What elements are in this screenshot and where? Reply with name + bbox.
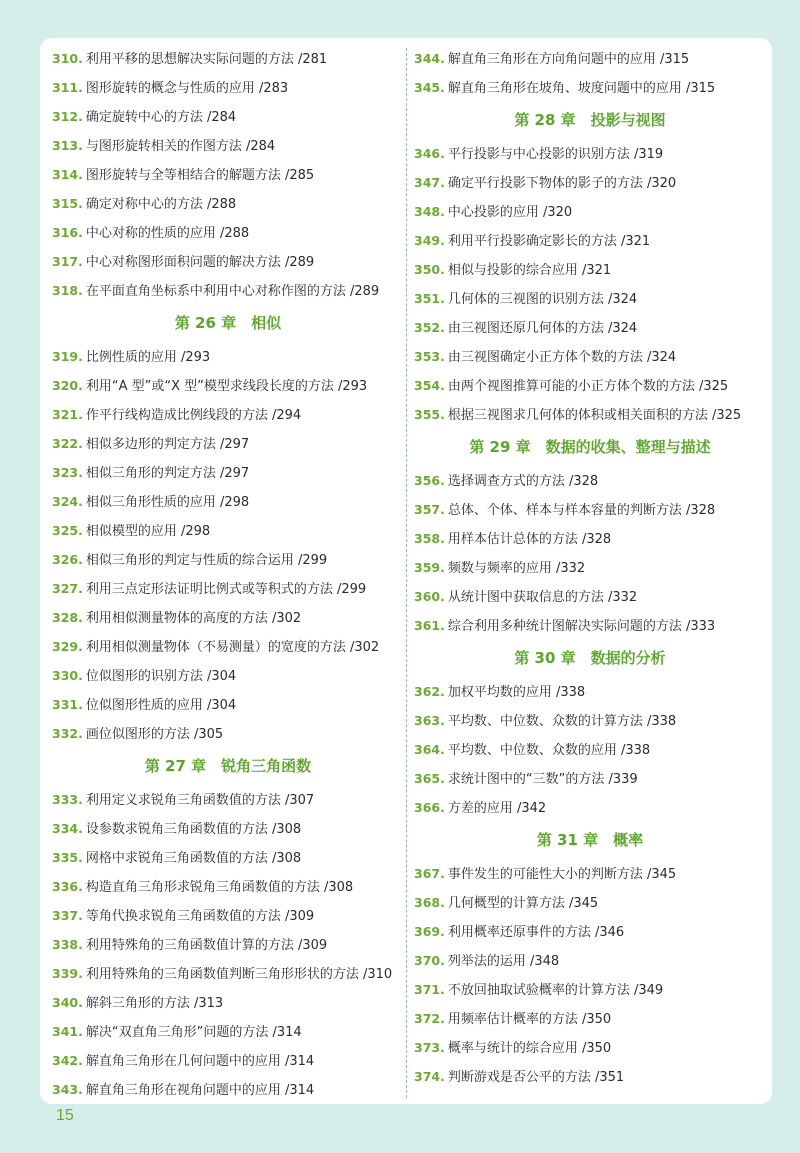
entry-title: 设参数求锐角三角函数值的方法 /308	[85, 822, 302, 837]
entry-number: 357.	[414, 502, 445, 517]
entry-title: 用样本估计总体的方法 /328	[447, 532, 612, 547]
entry-title: 利用平移的思想解决实际问题的方法 /281	[85, 52, 328, 67]
toc-entry	[414, 197, 766, 226]
entry-title: 利用相似测量物体（不易测量）的宽度的方法 /302	[85, 640, 380, 655]
entry-number: 358.	[414, 531, 445, 546]
toc-entry	[414, 888, 766, 917]
entry-number: 353.	[414, 349, 445, 364]
entry-title: 由两个视图推算可能的小正方体个数的方法 /325	[447, 379, 729, 394]
toc-entry	[414, 793, 766, 822]
entry-number: 311.	[52, 80, 83, 95]
entry-title: 中心投影的应用 /320	[447, 205, 573, 220]
toc-entry	[52, 131, 404, 160]
entry-title: 中心对称图形面积问题的解决方法 /289	[85, 255, 315, 270]
entry-number: 344.	[414, 51, 445, 66]
chapter-heading: 第 27 章 锐角三角函数	[144, 757, 312, 775]
toc-entry	[414, 371, 766, 400]
chapter-heading: 第 26 章 相似	[174, 314, 282, 332]
entry-title: 解直角三角形在坡角、坡度问题中的应用 /315	[447, 81, 716, 96]
entry-title: 利用概率还原事件的方法 /346	[447, 925, 625, 940]
toc-entry	[52, 1046, 404, 1075]
entry-title: 概率与统计的综合应用 /350	[447, 1041, 612, 1056]
toc-entry	[52, 276, 404, 305]
entry-title: 利用定义求锐角三角函数值的方法 /307	[85, 793, 315, 808]
entry-title: 由三视图确定小正方体个数的方法 /324	[447, 350, 677, 365]
toc-entry	[414, 44, 766, 73]
entry-title: 解直角三角形在视角问题中的应用 /314	[85, 1083, 315, 1098]
entry-number: 351.	[414, 291, 445, 306]
toc-entry	[52, 901, 404, 930]
entry-number: 332.	[52, 726, 83, 741]
toc-entry	[52, 342, 404, 371]
toc-entry	[414, 975, 766, 1004]
toc-entry	[52, 73, 404, 102]
toc-entry	[414, 611, 766, 640]
entry-title: 利用三点定形法证明比例式或等积式的方法 /299	[85, 582, 367, 597]
entry-title: 方差的应用 /342	[447, 801, 547, 816]
toc-entry	[52, 930, 404, 959]
entry-number: 326.	[52, 552, 83, 567]
entry-title: 用频率估计概率的方法 /350	[447, 1012, 612, 1027]
toc-entry	[52, 843, 404, 872]
entry-title: 相似三角形性质的应用 /298	[85, 495, 250, 510]
entry-title: 构造直角三角形求锐角三角函数值的方法 /308	[85, 880, 354, 895]
entry-title: 几何体的三视图的识别方法 /324	[447, 292, 638, 307]
toc-entry	[52, 661, 404, 690]
entry-title: 图形旋转的概念与性质的应用 /283	[85, 81, 289, 96]
toc-entry	[52, 959, 404, 988]
toc-entry	[414, 524, 766, 553]
toc-entry	[414, 495, 766, 524]
entry-title: 几何概型的计算方法 /345	[447, 896, 599, 911]
entry-number: 343.	[52, 1082, 83, 1097]
entry-number: 327.	[52, 581, 83, 596]
toc-entry	[414, 400, 766, 429]
toc-entry	[414, 139, 766, 168]
entry-title: 列举法的运用 /348	[447, 954, 560, 969]
entry-number: 373.	[414, 1040, 445, 1055]
entry-title: 选择调查方式的方法 /328	[447, 474, 599, 489]
entry-number: 340.	[52, 995, 83, 1010]
entry-number: 329.	[52, 639, 83, 654]
entry-title: 网格中求锐角三角函数值的方法 /308	[85, 851, 302, 866]
toc-entry	[414, 168, 766, 197]
entry-title: 确定旋转中心的方法 /284	[85, 110, 237, 125]
entry-title: 解决“双直角三角形”问题的方法 /314	[85, 1025, 302, 1040]
entry-title: 总体、个体、样本与样本容量的判断方法 /328	[447, 503, 716, 518]
entry-number: 315.	[52, 196, 83, 211]
entry-number: 328.	[52, 610, 83, 625]
entry-title: 利用相似测量物体的高度的方法 /302	[85, 611, 302, 626]
toc-entry	[414, 73, 766, 102]
entry-title: 相似三角形的判定与性质的综合运用 /299	[85, 553, 328, 568]
toc-entry	[52, 371, 404, 400]
entry-number: 334.	[52, 821, 83, 836]
entry-number: 314.	[52, 167, 83, 182]
toc-column-left	[52, 44, 404, 1104]
entry-title: 在平面直角坐标系中利用中心对称作图的方法 /289	[85, 284, 380, 299]
toc-entry	[52, 872, 404, 901]
entry-number: 363.	[414, 713, 445, 728]
entry-number: 338.	[52, 937, 83, 952]
entry-number: 348.	[414, 204, 445, 219]
toc-entry	[52, 44, 404, 73]
entry-title: 求统计图中的“三数”的方法 /339	[447, 772, 638, 787]
toc-column-right	[414, 44, 766, 1091]
entry-title: 事件发生的可能性大小的判断方法 /345	[447, 867, 677, 882]
entry-number: 355.	[414, 407, 445, 422]
entry-title: 平均数、中位数、众数的应用 /338	[447, 743, 651, 758]
toc-entry	[52, 988, 404, 1017]
entry-number: 365.	[414, 771, 445, 786]
toc-entry	[414, 466, 766, 495]
toc-entry	[52, 1017, 404, 1046]
entry-title: 利用特殊角的三角函数值判断三角形形状的方法 /310	[85, 967, 393, 982]
entry-number: 349.	[414, 233, 445, 248]
entry-title: 从统计图中获取信息的方法 /332	[447, 590, 638, 605]
entry-number: 331.	[52, 697, 83, 712]
entry-number: 341.	[52, 1024, 83, 1039]
entry-title: 平均数、中位数、众数的计算方法 /338	[447, 714, 677, 729]
toc-entry	[414, 1033, 766, 1062]
toc-entry	[52, 429, 404, 458]
entry-number: 360.	[414, 589, 445, 604]
toc-entry	[52, 632, 404, 661]
chapter-heading: 第 31 章 概率	[536, 831, 644, 849]
entry-number: 367.	[414, 866, 445, 881]
entry-title: 解直角三角形在方向角问题中的应用 /315	[447, 52, 690, 67]
entry-title: 与图形旋转相关的作图方法 /284	[85, 139, 276, 154]
entry-number: 346.	[414, 146, 445, 161]
entry-title: 解斜三角形的方法 /313	[85, 996, 224, 1011]
entry-title: 画位似图形的方法 /305	[85, 727, 224, 742]
entry-title: 相似三角形的判定方法 /297	[85, 466, 250, 481]
entry-number: 316.	[52, 225, 83, 240]
entry-number: 371.	[414, 982, 445, 997]
toc-entry	[414, 313, 766, 342]
toc-entry	[52, 719, 404, 748]
entry-number: 361.	[414, 618, 445, 633]
toc-entry	[52, 487, 404, 516]
toc-entry	[414, 1004, 766, 1033]
entry-number: 312.	[52, 109, 83, 124]
entry-number: 337.	[52, 908, 83, 923]
entry-number: 322.	[52, 436, 83, 451]
entry-number: 347.	[414, 175, 445, 190]
toc-entry	[414, 706, 766, 735]
toc-entry	[52, 603, 404, 632]
toc-entry	[414, 917, 766, 946]
entry-number: 350.	[414, 262, 445, 277]
toc-entry	[52, 1075, 404, 1104]
toc-entry	[52, 160, 404, 189]
entry-number: 368.	[414, 895, 445, 910]
entry-title: 位似图形的识别方法 /304	[85, 669, 237, 684]
entry-title: 利用特殊角的三角函数值计算的方法 /309	[85, 938, 328, 953]
entry-number: 362.	[414, 684, 445, 699]
toc-entry	[52, 814, 404, 843]
entry-number: 372.	[414, 1011, 445, 1026]
toc-entry	[414, 859, 766, 888]
entry-number: 317.	[52, 254, 83, 269]
entry-number: 342.	[52, 1053, 83, 1068]
toc-entry	[414, 284, 766, 313]
entry-title: 利用“A 型”或“X 型”模型求线段长度的方法 /293	[85, 379, 368, 394]
toc-entry	[52, 218, 404, 247]
entry-number: 319.	[52, 349, 83, 364]
entry-number: 330.	[52, 668, 83, 683]
entry-title: 综合利用多种统计图解决实际问题的方法 /333	[447, 619, 716, 634]
entry-number: 359.	[414, 560, 445, 575]
entry-title: 位似图形性质的应用 /304	[85, 698, 237, 713]
entry-title: 平行投影与中心投影的识别方法 /319	[447, 147, 664, 162]
entry-title: 相似与投影的综合应用 /321	[447, 263, 612, 278]
entry-title: 判断游戏是否公平的方法 /351	[447, 1070, 625, 1085]
entry-number: 366.	[414, 800, 445, 815]
toc-entry	[52, 574, 404, 603]
entry-title: 根据三视图求几何体的体积或相关面积的方法 /325	[447, 408, 742, 423]
entry-title: 频数与频率的应用 /332	[447, 561, 586, 576]
chapter-heading: 第 29 章 数据的收集、整理与描述	[469, 438, 711, 456]
toc-entry	[52, 102, 404, 131]
toc-page	[40, 38, 772, 1104]
entry-title: 作平行线构造成比例线段的方法 /294	[85, 408, 302, 423]
toc-entry	[414, 764, 766, 793]
toc-entry	[414, 553, 766, 582]
entry-number: 325.	[52, 523, 83, 538]
entry-title: 加权平均数的应用 /338	[447, 685, 586, 700]
entry-title: 图形旋转与全等相结合的解题方法 /285	[85, 168, 315, 183]
entry-number: 324.	[52, 494, 83, 509]
toc-entry	[414, 735, 766, 764]
entry-number: 352.	[414, 320, 445, 335]
entry-number: 369.	[414, 924, 445, 939]
toc-entry	[52, 545, 404, 574]
entry-title: 解直角三角形在几何问题中的应用 /314	[85, 1054, 315, 1069]
page-number: 15	[56, 1107, 74, 1124]
entry-number: 356.	[414, 473, 445, 488]
toc-entry	[52, 400, 404, 429]
toc-entry	[52, 458, 404, 487]
toc-entry	[414, 255, 766, 284]
entry-number: 370.	[414, 953, 445, 968]
entry-number: 335.	[52, 850, 83, 865]
column-divider	[406, 48, 407, 1098]
entry-number: 333.	[52, 792, 83, 807]
entry-title: 比例性质的应用 /293	[85, 350, 211, 365]
toc-entry	[52, 189, 404, 218]
toc-entry	[414, 226, 766, 255]
toc-entry	[414, 582, 766, 611]
entry-title: 利用平行投影确定影长的方法 /321	[447, 234, 651, 249]
entry-title: 相似模型的应用 /298	[85, 524, 211, 539]
chapter-heading: 第 28 章 投影与视图	[514, 111, 666, 129]
entry-number: 364.	[414, 742, 445, 757]
entry-number: 374.	[414, 1069, 445, 1084]
entry-title: 不放回抽取试验概率的计算方法 /349	[447, 983, 664, 998]
entry-number: 318.	[52, 283, 83, 298]
entry-title: 相似多边形的判定方法 /297	[85, 437, 250, 452]
entry-title: 中心对称的性质的应用 /288	[85, 226, 250, 241]
entry-number: 323.	[52, 465, 83, 480]
entry-title: 确定平行投影下物体的影子的方法 /320	[447, 176, 677, 191]
entry-number: 320.	[52, 378, 83, 393]
toc-entry	[52, 690, 404, 719]
entry-number: 339.	[52, 966, 83, 981]
toc-entry	[414, 677, 766, 706]
entry-number: 336.	[52, 879, 83, 894]
toc-entry	[52, 516, 404, 545]
entry-title: 确定对称中心的方法 /288	[85, 197, 237, 212]
entry-number: 321.	[52, 407, 83, 422]
entry-title: 等角代换求锐角三角函数值的方法 /309	[85, 909, 315, 924]
toc-entry	[52, 247, 404, 276]
chapter-heading: 第 30 章 数据的分析	[514, 649, 666, 667]
toc-entry	[414, 946, 766, 975]
entry-number: 310.	[52, 51, 83, 66]
toc-entry	[52, 785, 404, 814]
entry-number: 345.	[414, 80, 445, 95]
entry-number: 354.	[414, 378, 445, 393]
entry-title: 由三视图还原几何体的方法 /324	[447, 321, 638, 336]
toc-entry	[414, 1062, 766, 1091]
toc-entry	[414, 342, 766, 371]
entry-number: 313.	[52, 138, 83, 153]
